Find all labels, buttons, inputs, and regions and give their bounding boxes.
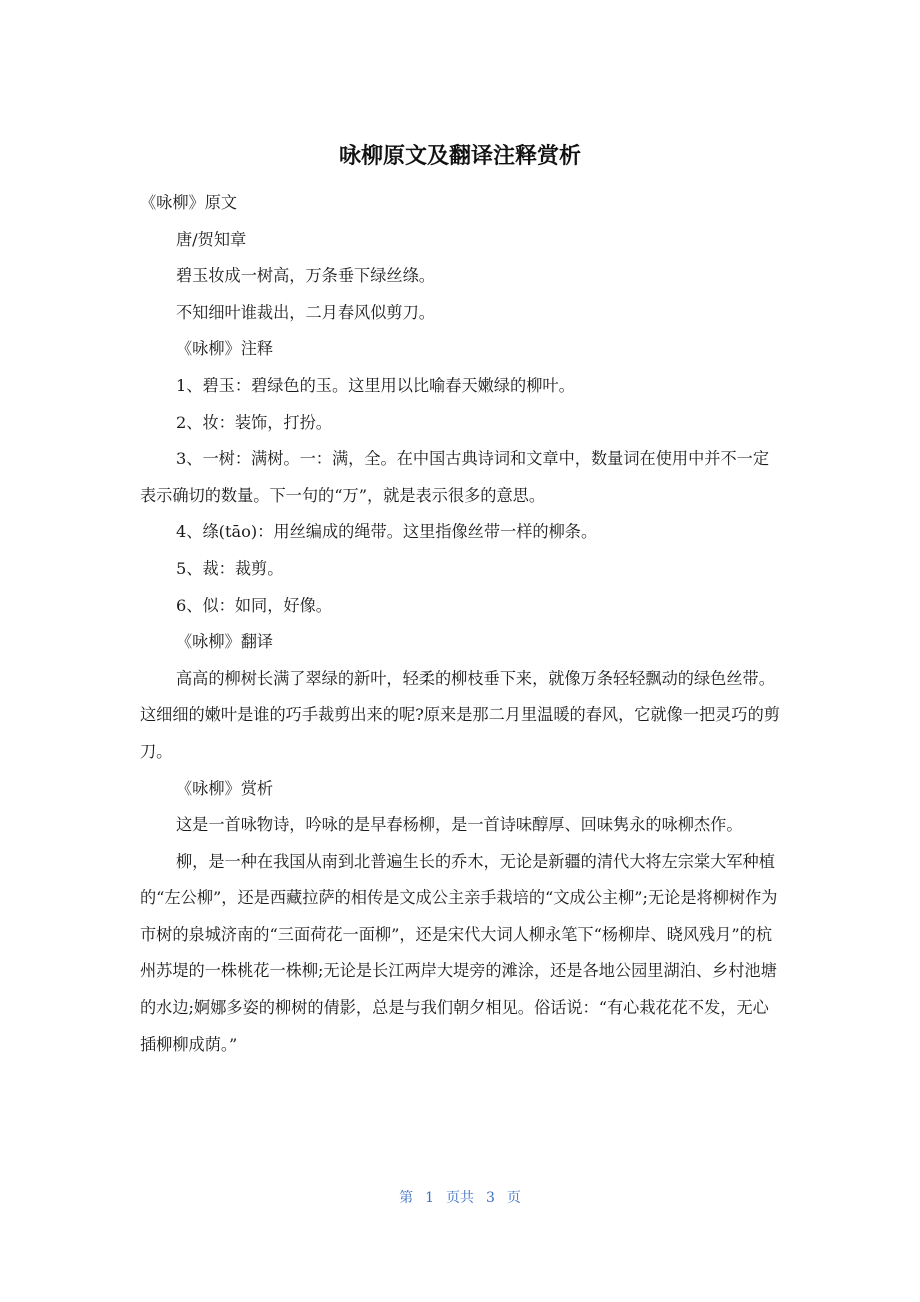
page-footer <box>0 1188 920 1208</box>
poem-author: 唐/贺知章 <box>176 229 247 249</box>
analysis-paragraph-2: 柳，是一种在我国从南到北普遍生长的乔木，无论是新疆的清代大将左宗棠大军种植的“左公柳”，还是西藏拉萨的相传是文成公主亲手栽培的“文成公主柳”;无论是将柳树作为市树的泉城济南的“三面荷花一面柳”，还是宋代大词人柳永笔下“杨柳岸、晓风残月”的杭州苏堤的一株桃花一株柳;无论是长江两岸大堤旁的滩涂，还是各地公园里湖泊、乡村池塘的水边;婀娜多姿的柳树的倩影，总是与我们朝夕相见。俗话说：“有心栽花花不发，无心插柳柳成荫。” <box>140 851 778 1054</box>
translation-heading: 《咏柳》翻译 <box>176 632 274 652</box>
note-2: 2、妆：装饰，打扮。 <box>176 412 332 432</box>
footer-total-pages: 3 <box>486 1190 495 1206</box>
analysis-heading: 《咏柳》赏析 <box>176 778 274 798</box>
document-body <box>140 185 782 1063</box>
note-4: 4、绦(tāo)：用丝编成的绳带。这里指像丝带一样的柳条。 <box>176 522 598 542</box>
footer-middle: 页共 <box>446 1190 474 1206</box>
note-5: 5、裁：裁剪。 <box>176 558 284 578</box>
footer-suffix: 页 <box>506 1190 521 1206</box>
poem-line-1: 碧玉妆成一树高，万条垂下绿丝绦。 <box>176 266 435 286</box>
poem-line-2: 不知细叶谁裁出，二月春风似剪刀。 <box>176 302 435 322</box>
note-6: 6、似：如同，好像。 <box>176 595 332 615</box>
page-title: 咏柳原文及翻译注释赏析 <box>338 144 581 169</box>
analysis-paragraph-1: 这是一首咏物诗，吟咏的是早春杨柳，是一首诗味醇厚、回味隽永的咏柳杰作。 <box>176 815 743 835</box>
footer-prefix: 第 <box>399 1190 414 1206</box>
note-1: 1、碧玉：碧绿色的玉。这里用以比喻春天嫩绿的柳叶。 <box>176 375 575 395</box>
note-3: 3、一树：满树。一：满，全。在中国古典诗词和文章中，数量词在使用中并不一定表示确切的数量。下一句的“万”，就是表示很多的意思。 <box>140 449 770 505</box>
notes-heading: 《咏柳》注释 <box>176 339 274 359</box>
footer-current-page: 1 <box>425 1190 434 1206</box>
original-heading: 《咏柳》原文 <box>140 193 238 212</box>
translation-text: 高高的柳树长满了翠绿的新叶，轻柔的柳枝垂下来，就像万条轻轻飘动的绿色丝带。这细细的嫩叶是谁的巧手裁剪出来的呢?原来是那二月里温暖的春风，它就像一把灵巧的剪刀。 <box>140 668 780 761</box>
